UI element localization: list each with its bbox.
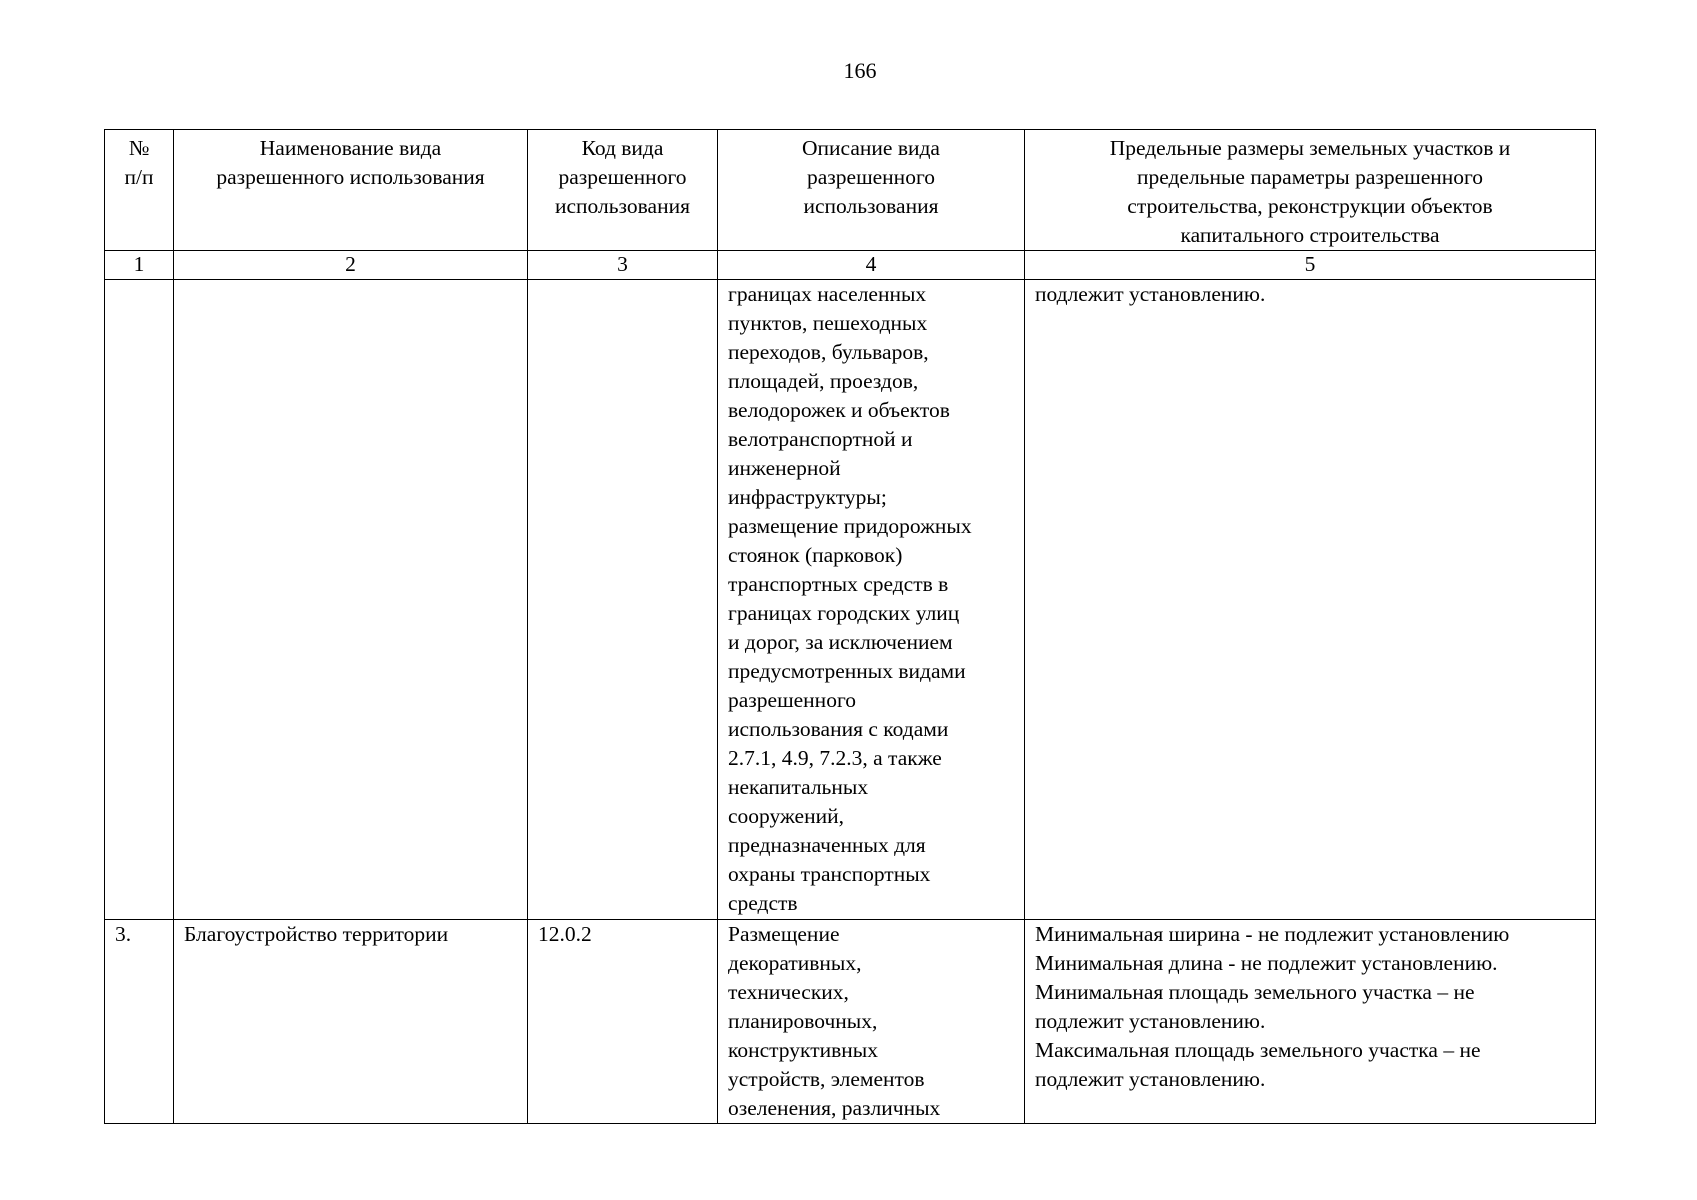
table-row [105, 280, 1596, 920]
page-number: 166 [843, 58, 877, 83]
header-cell-code: Код вида разрешенного использования [528, 130, 718, 251]
header-cell-name: Наименование вида разрешенного использования [174, 130, 528, 251]
column-number: 5 [1025, 251, 1596, 280]
header-cell-limits: Предельные размеры земельных участков и предельные параметры разрешенного строительства, реконструкции объектов капитального строительства [1025, 130, 1596, 251]
column-number: 4 [718, 251, 1025, 280]
row-description-cell: Размещение декоративных, технических, планировочных, конструктивных устройств, элементов озеленения, различных [718, 920, 1025, 1124]
row-name-cell: Благоустройство территории [174, 920, 528, 1124]
table-row [105, 920, 1596, 1124]
row-name-cell [174, 280, 528, 920]
header-cell-description: Описание вида разрешенного использования [718, 130, 1025, 251]
row-number-cell: 3. [105, 920, 174, 1124]
header-cell-number: № п/п [105, 130, 174, 251]
column-number: 2 [174, 251, 528, 280]
table-header-row [105, 130, 1596, 251]
row-code-cell [528, 280, 718, 920]
row-limits-cell: Минимальная ширина - не подлежит установлению Минимальная длина - не подлежит установлению. Минимальная площадь земельного участка – не подлежит установлению. Максимальная площадь земельного участка – не подлежит установлению. [1025, 920, 1596, 1124]
column-number: 3 [528, 251, 718, 280]
row-code-cell: 12.0.2 [528, 920, 718, 1124]
column-number-row [105, 251, 1596, 280]
row-limits-cell: подлежит установлению. [1025, 280, 1596, 920]
land-use-table [104, 129, 1596, 1124]
row-number-cell [105, 280, 174, 920]
column-number: 1 [105, 251, 174, 280]
row-description-cell: границах населенных пунктов, пешеходных переходов, бульваров, площадей, проездов, велодорожек и объектов велотранспортной и инженерной инфраструктуры; размещение придорожных стоянок (парковок) транспортных средств в границах городских улиц и дорог, за исключением предусмотренных видами разрешенного использования с кодами 2.7.1, 4.9, 7.2.3, а также некапитальных сооружений, предназначенных для охраны транспортных средств [718, 280, 1025, 920]
